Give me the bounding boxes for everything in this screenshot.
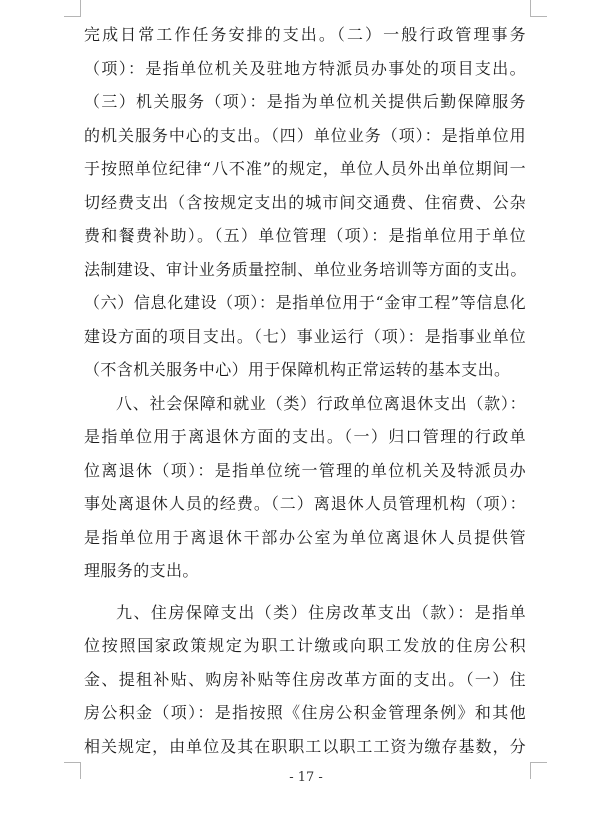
page-number: - 17 - <box>289 770 323 785</box>
paragraph-continuation <box>84 18 526 387</box>
crop-mark-top-left <box>64 0 81 17</box>
text-line: 建设方面的项目支出。（七）事业运行（项）：是指事业单位 <box>84 326 526 346</box>
crop-mark-top-right <box>530 0 547 17</box>
text-line: 房公积金（项）：是指按照《住房公积金管理条例》和其他 <box>84 703 526 722</box>
text-line: （不含机关服务中心）用于保障机构正常运转的基本支出。 <box>84 360 511 379</box>
text-line: 金、提租补贴、购房补贴等住房改革方面的支出。（一）住 <box>84 669 526 689</box>
text-line: 事处离退休人员的经费。（二）离退休人员管理机构（项）： <box>84 494 526 513</box>
text-line: 八、社会保障和就业（类）行政单位离退休支出（款）： <box>116 393 526 413</box>
text-line: （六）信息化建设（项）：是指单位用于“金审工程”等信息化 <box>84 293 526 312</box>
text-line: （项）：是指单位机关及驻地方特派员办事处的项目支出。 <box>84 58 526 78</box>
text-line: 是指单位用于离退休方面的支出。（一）归口管理的行政单 <box>84 427 526 446</box>
text-line: 位离退休（项）：是指单位统一管理的单位机关及特派员办 <box>84 460 526 480</box>
text-line: 法制建设、审计业务质量控制、单位业务培训等方面的支出。 <box>84 259 527 279</box>
text-line: 位按照国家政策规定为职工计缴或向职工发放的住房公积 <box>84 636 526 655</box>
text-line: 相关规定，由单位及其在职职工以职工工资为缴存基数，分 <box>84 736 526 756</box>
document-body <box>84 18 526 763</box>
text-line: （三）机关服务（项）：是指为单位机关提供后勤保障服务 <box>84 92 526 111</box>
text-line: 完成日常工作任务安排的支出。（二）一般行政管理事务 <box>84 25 526 44</box>
text-line: 切经费支出（含按规定支出的城市间交通费、住宿费、公杂 <box>84 192 526 212</box>
paragraph-section-8 <box>84 387 526 588</box>
paragraph-section-9 <box>84 596 526 764</box>
text-line: 的机关服务中心的支出。（四）单位业务（项）：是指单位用 <box>84 125 526 145</box>
text-line: 九、住房保障支出（类）住房改革支出（款）：是指单 <box>116 602 526 622</box>
text-line: 费和餐费补助）。（五）单位管理（项）：是指单位用于单位 <box>84 226 526 245</box>
text-line: 是指单位用于离退休干部办公室为单位离退休人员提供管 <box>84 527 526 547</box>
text-line: 于按照单位纪律“八不准”的规定，单位人员外出单位期间一 <box>84 159 526 178</box>
text-line: 理服务的支出。 <box>84 561 199 580</box>
paragraph-gap <box>84 588 526 596</box>
